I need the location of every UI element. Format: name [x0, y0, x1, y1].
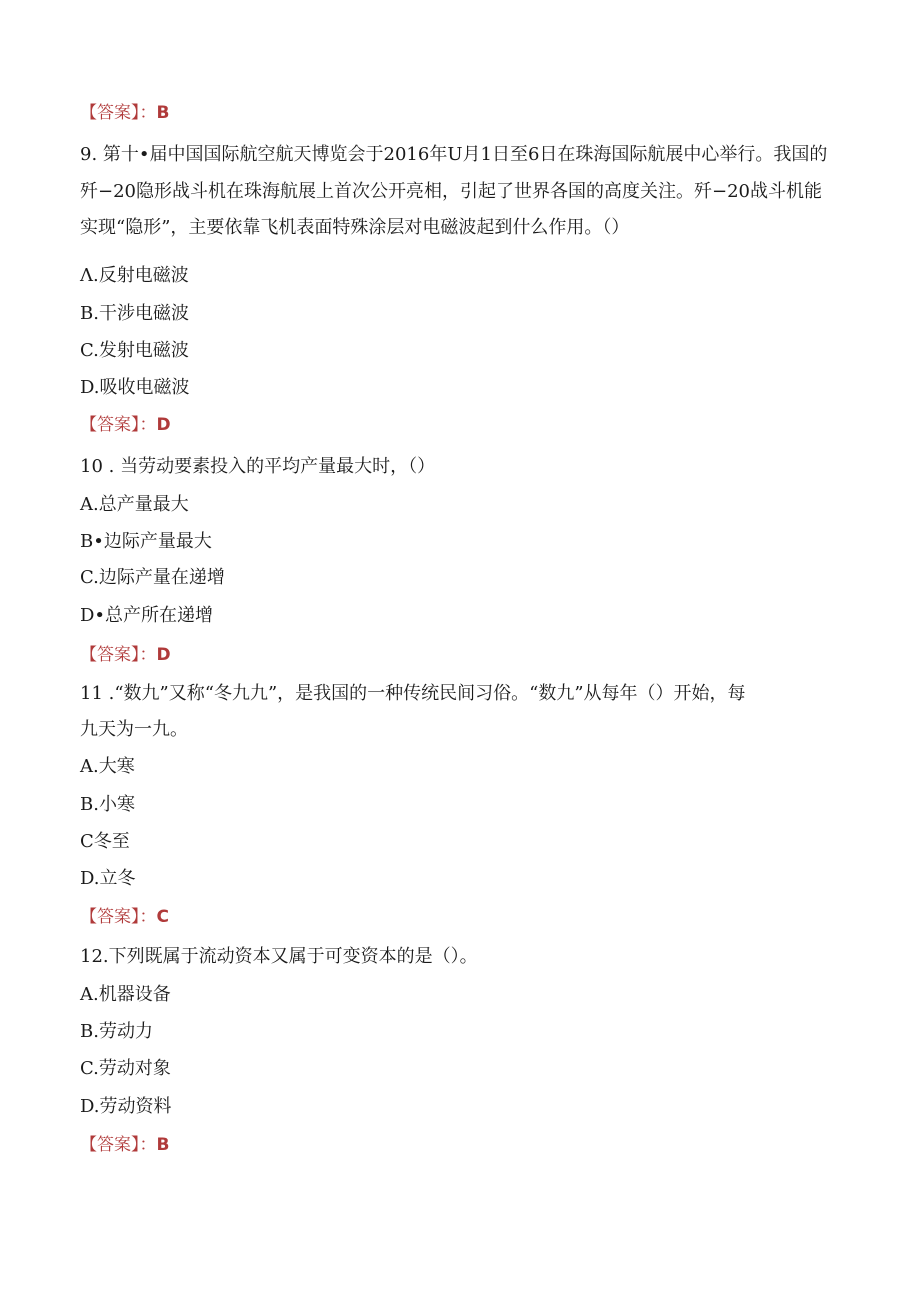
answer-value: B: [156, 1135, 170, 1155]
question-10-line-1: 10 . 当劳动要素投入的平均产量最大时，（）: [80, 456, 436, 477]
answer-line: [80, 101, 169, 125]
question-9-option-b: B.干涉电磁波: [80, 303, 189, 324]
question-9-option-d: D.吸收电磁波: [80, 377, 190, 398]
answer-sep: ：: [139, 415, 157, 435]
answer-sep: ：: [139, 645, 157, 665]
question-11-option-c: C冬至: [80, 831, 130, 852]
answer-line: [80, 643, 171, 667]
question-9-option-a: Λ.反射电磁波: [80, 265, 189, 286]
answer-line: [80, 413, 171, 437]
question-9-line-1: 9. 第十•届中国国际航空航天博览会于2016年U月1日至6日在珠海国际航展中心举行。我国的: [80, 144, 828, 165]
question-11-line-2: 九天为一九。: [80, 719, 188, 740]
question-11-option-b: B.小寒: [80, 794, 135, 815]
question-11-option-a: A.大寒: [80, 756, 135, 777]
question-10-option-b: B•边际产量最大: [80, 531, 212, 552]
answer-sep: ：: [139, 1135, 157, 1155]
question-9-line-3: 实现“隐形”，主要依靠飞机表面特殊涂层对电磁波起到什么作用。（）: [80, 217, 630, 238]
question-12-line-1: 12.下列既属于流动资本又属于可变资本的是（）。: [80, 946, 478, 967]
question-11-line-1: 11 .“数九”又称“冬九九”，是我国的一种传统民间习俗。“数九”从每年（）开始，每: [80, 683, 746, 704]
question-12-option-c: C.劳动对象: [80, 1058, 171, 1079]
answer-sep: ：: [139, 103, 157, 123]
answer-label: 【答案】: [80, 415, 140, 435]
answer-label: 【答案】: [80, 103, 140, 123]
question-11-option-d: D.立冬: [80, 868, 136, 889]
answer-value: B: [156, 103, 170, 123]
answer-sep: ：: [139, 907, 157, 927]
question-9-line-2: 歼−20隐形战斗机在珠海航展上首次公开亮相，引起了世界各国的高度关注。歼−20战斗机能: [80, 181, 822, 202]
question-12-option-a: A.机器设备: [80, 984, 171, 1005]
answer-label: 【答案】: [80, 907, 140, 927]
answer-value: C: [156, 907, 169, 927]
question-10-option-d: D•总产所在递增: [80, 605, 214, 626]
answer-line: [80, 905, 169, 929]
answer-value: D: [156, 415, 171, 435]
answer-label: 【答案】: [80, 645, 140, 665]
answer-label: 【答案】: [80, 1135, 140, 1155]
question-10-option-a: A.总产量最大: [80, 494, 189, 515]
question-12-option-d: D.劳动资料: [80, 1096, 172, 1117]
question-10-option-c: C.边际产量在递增: [80, 567, 225, 588]
question-9-option-c: C.发射电磁波: [80, 340, 189, 361]
answer-value: D: [156, 645, 171, 665]
question-12-option-b: B.劳动力: [80, 1021, 153, 1042]
answer-line: [80, 1133, 169, 1157]
